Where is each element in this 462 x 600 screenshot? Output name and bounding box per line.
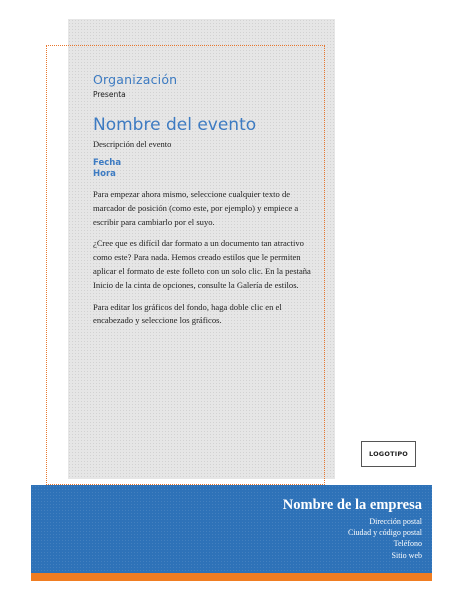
event-description[interactable]: Descripción del evento (93, 139, 172, 149)
presents-label[interactable]: Presenta (93, 90, 126, 99)
contact-block (348, 516, 422, 561)
company-name[interactable]: Nombre de la empresa (282, 497, 422, 513)
website[interactable]: Sitio web (391, 550, 422, 560)
body-paragraph-3[interactable]: Para editar los gráficos del fondo, haga doble clic en el encabezado y seleccione los gráficos. (93, 301, 282, 326)
phone[interactable]: Teléfono (393, 539, 422, 549)
flyer-content (93, 72, 323, 328)
organization-name[interactable]: Organización (93, 72, 178, 87)
body-paragraph-1[interactable]: Para empezar ahora mismo, seleccione cualquier texto de marcador de posición (como este, por ejemplo) y empiece a escribir para cambiarlo por el suyo. (93, 189, 299, 227)
postal-address[interactable]: Dirección postal (369, 517, 422, 526)
city-zip[interactable]: Ciudad y código postal (348, 528, 422, 538)
footer-accent-strip (31, 573, 432, 581)
time-label[interactable]: Hora (93, 169, 116, 179)
date-time-block (93, 158, 323, 180)
date-label[interactable]: Fecha (93, 158, 122, 168)
body-paragraph-2[interactable]: ¿Cree que es difícil dar formato a un documento tan atractivo como este? Para nada. Hemos creado estilos que le permiten aplicar el formato de este folleto con un solo clic. En la pestaña Inicio de la cinta de opciones, consulte la Galería de estilos. (93, 238, 311, 290)
logo-label: LOGOTIPO (368, 450, 409, 458)
logo-placeholder[interactable] (361, 441, 416, 467)
event-title[interactable]: Nombre del evento (93, 115, 257, 135)
